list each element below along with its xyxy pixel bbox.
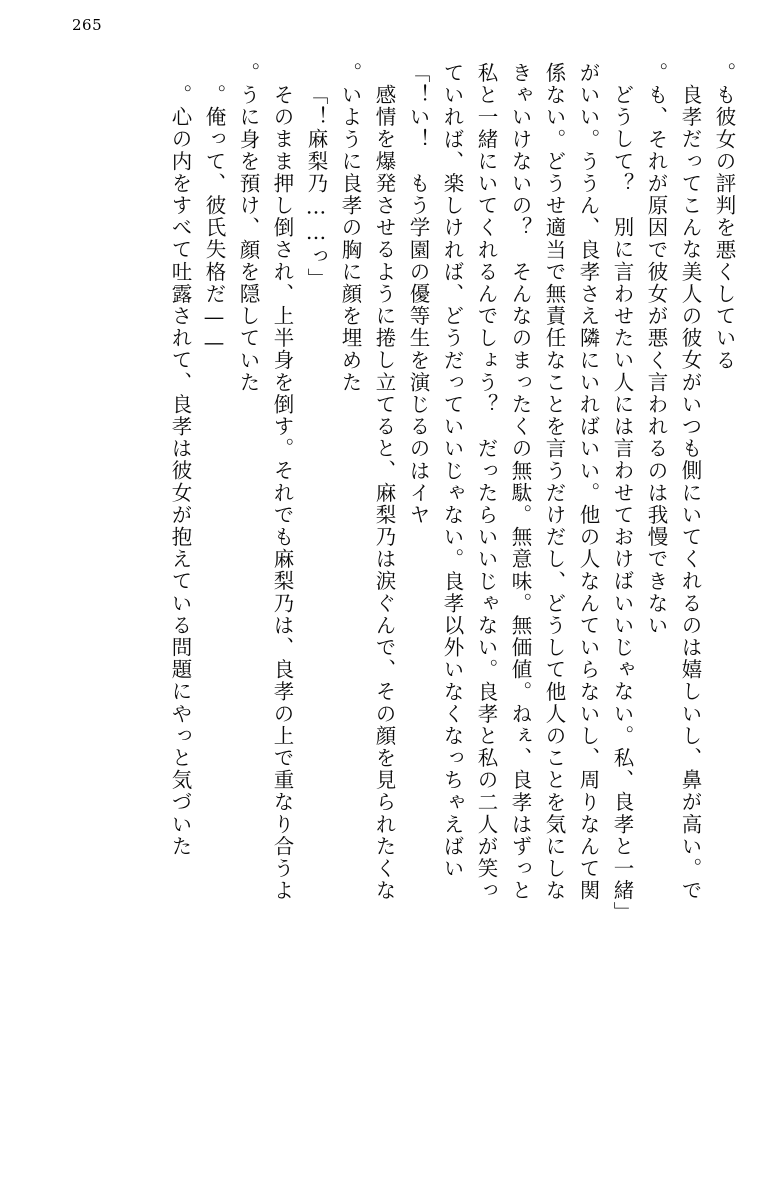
- text-column: 「どうして？ 別に言わせたい人には言わせておけばいいじゃない。私、良孝と一緒: [610, 84, 634, 924]
- text-column: も、それが原因で彼女が悪く言われるのは我慢できない。: [644, 62, 668, 637]
- text-column: がいい。ううん、良孝さえ隣にいればいい。他の人なんていらないし、周りなんて関: [576, 62, 600, 902]
- text-column: 「麻梨乃……っ！」: [304, 84, 328, 290]
- text-column: も彼女の評判を悪くしている。: [712, 62, 736, 372]
- text-column: 感情を爆発させるように捲し立てると、麻梨乃は涙ぐんで、その顔を見られたくな: [372, 84, 396, 902]
- text-column: うに身を預け、顔を隠していた。: [236, 62, 260, 394]
- text-column: い！ もう学園の優等生を演じるのはイヤ！」: [406, 62, 430, 527]
- text-column: いように良孝の胸に顔を埋めた。: [338, 62, 362, 394]
- text-column: きゃいけないの？ そんなのまったくの無駄。無意味。無価値。ねぇ、良孝はずっと: [508, 62, 532, 902]
- text-column: 私と一緒にいてくれるんでしょう？ だったらいいじゃない。良孝と私の二人が笑っ: [474, 62, 498, 902]
- text-column: 心の内をすべて吐露されて、良孝は彼女が抱えている問題にやっと気づいた。: [168, 84, 192, 858]
- vertical-body-text: [38, 62, 734, 1132]
- text-column: 係ない。どうせ適当で無責任なことを言うだけだし、どうして他人のことを気にしな: [542, 62, 566, 902]
- text-column: ——俺って、彼氏失格だ。: [202, 84, 226, 357]
- text-column: 良孝だってこんな美人の彼女がいつも側にいてくれるのは嬉しいし、鼻が高い。で: [678, 84, 702, 902]
- page-number: 265: [72, 16, 103, 34]
- text-column: そのまま押し倒され、上半身を倒す。それでも麻梨乃は、良孝の上で重なり合うよ: [270, 84, 294, 902]
- text-column: ていれば、楽しければ、どうだっていいじゃない。良孝以外いなくなっちゃえばい: [440, 62, 464, 880]
